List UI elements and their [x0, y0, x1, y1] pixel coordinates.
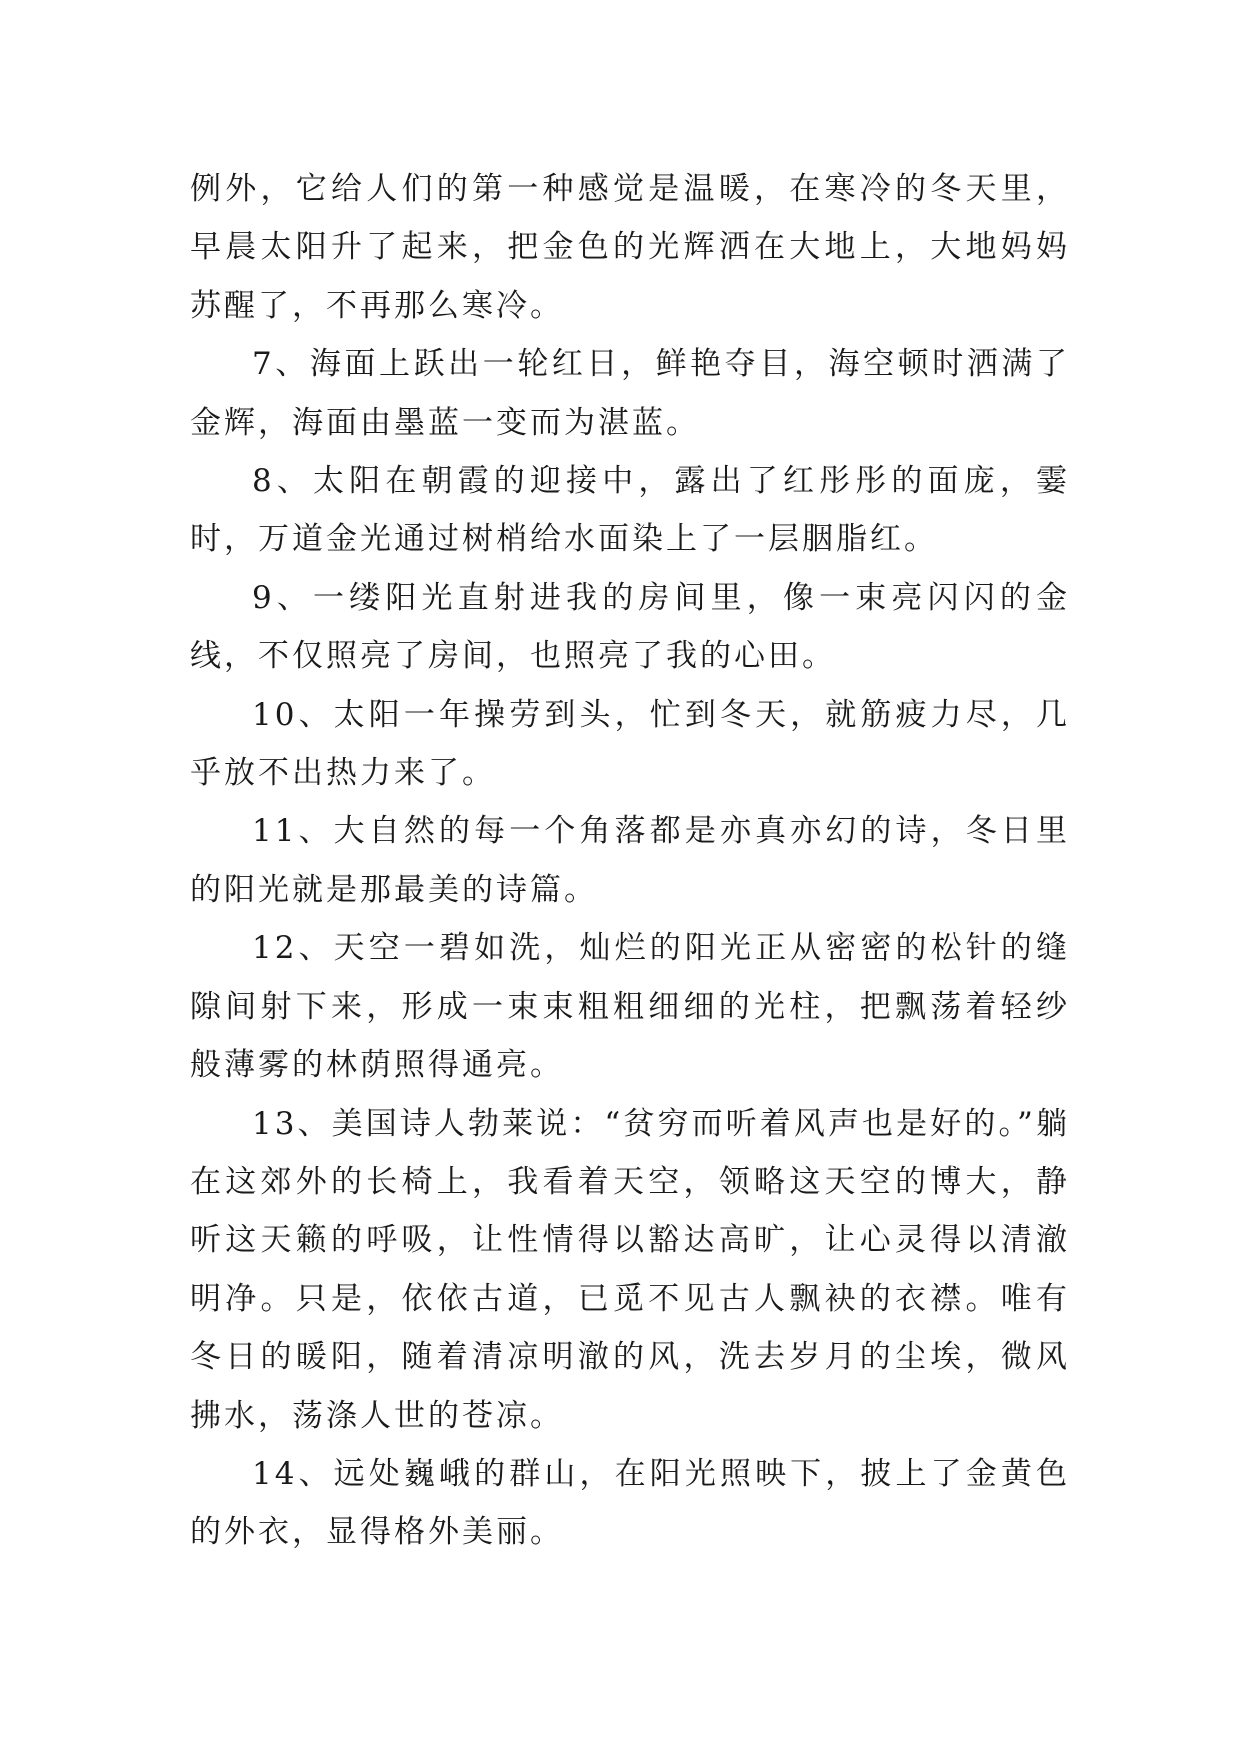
paragraph-item-7: 7、海面上跃出一轮红日，鲜艳夺目，海空顿时洒满了金辉，海面由墨蓝一变而为湛蓝。 — [190, 346, 1070, 441]
paragraph-item-12: 12、天空一碧如洗，灿烂的阳光正从密密的松针的缝隙间射下来，形成一束束粗粗细细的光柱，把飘荡着轻纱般薄雾的林荫照得通亮。 — [190, 930, 1070, 1084]
paragraph-item-11: 11、大自然的每一个角落都是亦真亦幻的诗，冬日里的阳光就是那最美的诗篇。 — [190, 813, 1070, 908]
paragraph-continuation: 例外，它给人们的第一种感觉是温暖，在寒冷的冬天里，早晨太阳升了起来，把金色的光辉洒在大地上，大地妈妈苏醒了，不再那么寒冷。 — [190, 171, 1070, 324]
document-body — [190, 160, 1070, 1562]
paragraph-item-14: 14、远处巍峨的群山，在阳光照映下，披上了金黄色的外衣，显得格外美丽。 — [190, 1455, 1070, 1551]
paragraph-item-9: 9、一缕阳光直射进我的房间里，像一束亮闪闪的金线，不仅照亮了房间，也照亮了我的心田。 — [190, 579, 1070, 675]
paragraph-item-10: 10、太阳一年操劳到头，忙到冬天，就筋疲力尽，几乎放不出热力来了。 — [190, 696, 1070, 792]
paragraph-item-13: 13、美国诗人勃莱说：“贫穷而听着风声也是好的。”躺在这郊外的长椅上，我看着天空，领略这天空的博大，静听这天籁的呼吸，让性情得以豁达高旷，让心灵得以清澈明净。只是，依依古道，已觅不见古人飘袂的衣襟。唯有冬日的暖阳，随着清凉明澈的风，洗去岁月的尘埃，微风拂水，荡涤人世的苍凉。 — [190, 1105, 1070, 1434]
paragraph-item-8: 8、太阳在朝霞的迎接中，露出了红彤彤的面庞，霎时，万道金光通过树梢给水面染上了一层胭脂红。 — [190, 463, 1070, 558]
